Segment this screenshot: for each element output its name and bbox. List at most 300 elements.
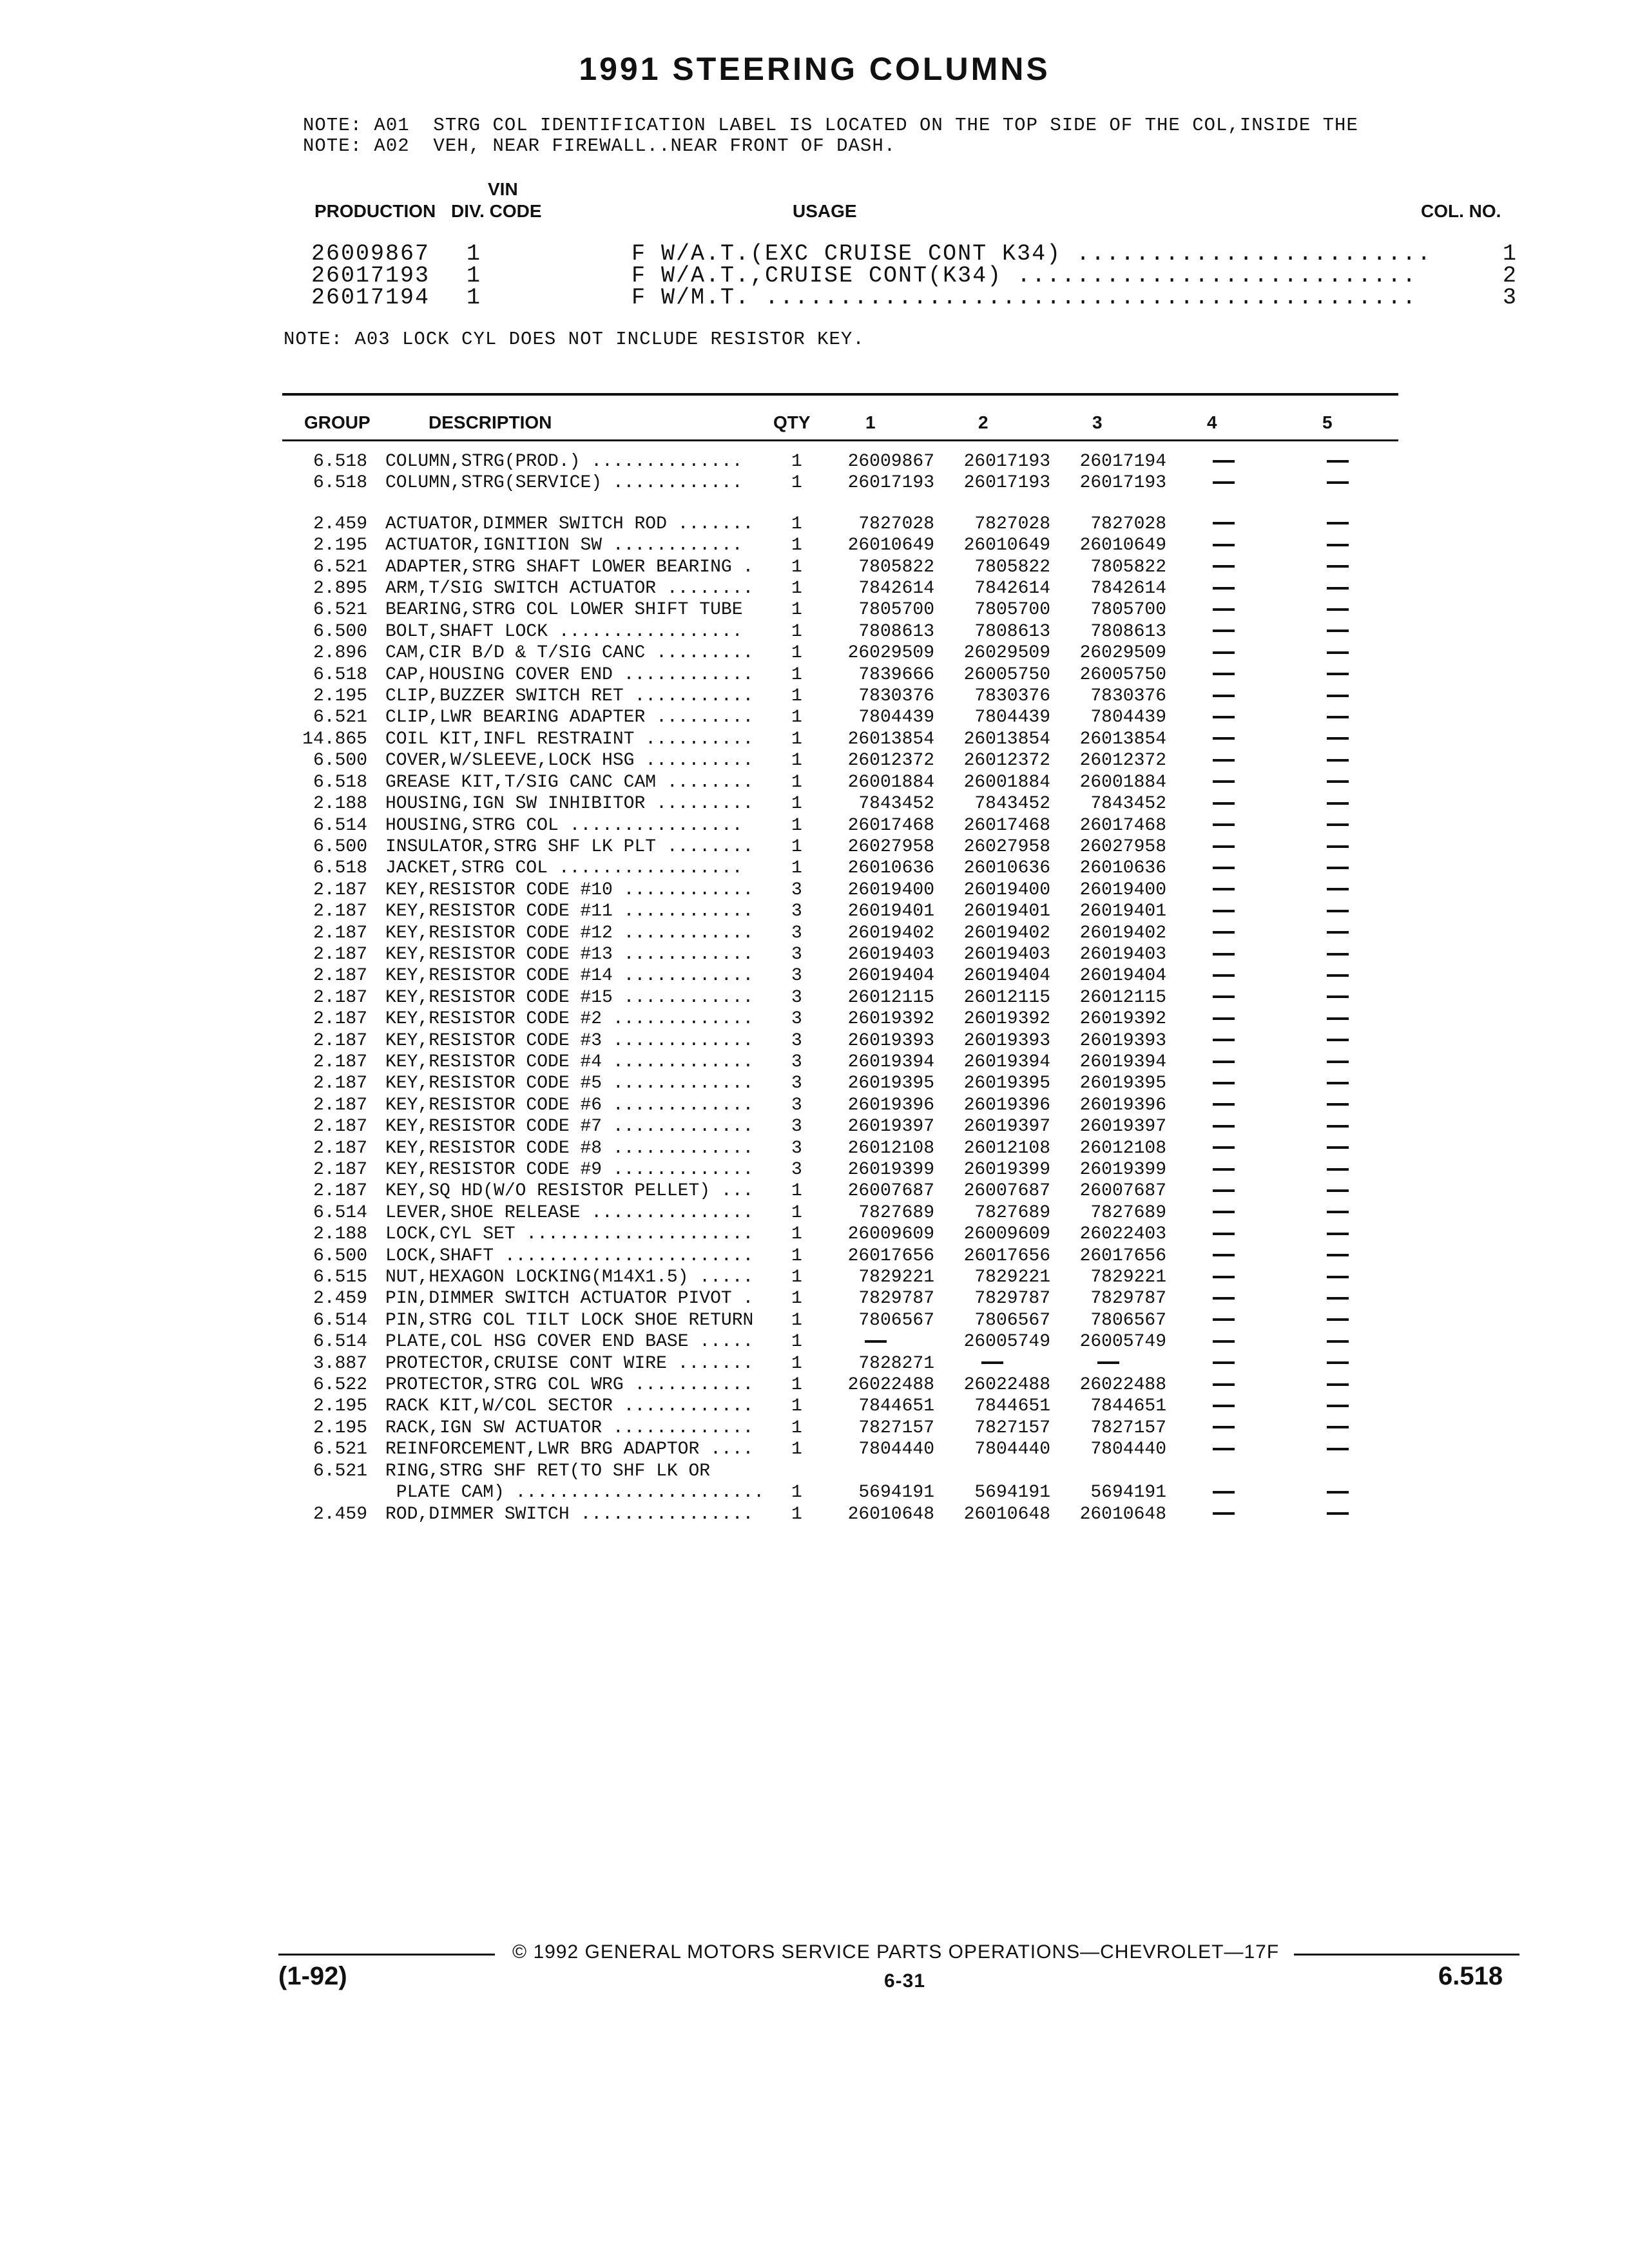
part-col-1: 26017193 <box>847 473 934 494</box>
part-col-2: 26017193 <box>963 452 1050 472</box>
part-col-5 <box>1281 836 1394 858</box>
not-applicable-dash <box>1327 1039 1349 1041</box>
not-applicable-dash <box>1327 1103 1349 1106</box>
part-col-1: 26019400 <box>847 879 934 900</box>
part-col-2: 7808613 <box>974 621 1050 642</box>
part-col-5 <box>1281 1439 1394 1460</box>
not-applicable-dash <box>1213 460 1235 463</box>
parts-row <box>284 1159 1394 1180</box>
part-col-4 <box>1166 987 1281 1008</box>
part-col-4 <box>1166 836 1281 858</box>
part-col-2: 26017656 <box>963 1245 1050 1266</box>
not-applicable-dash <box>1327 522 1349 524</box>
not-applicable-dash <box>1213 1405 1235 1407</box>
part-col-1: 26012108 <box>847 1138 934 1158</box>
not-applicable-dash <box>1213 1039 1235 1041</box>
not-applicable-dash <box>1327 695 1349 697</box>
part-col-4 <box>1166 1095 1281 1116</box>
part-col-4 <box>1166 451 1281 472</box>
not-applicable-dash <box>1327 1340 1349 1343</box>
part-description: PROTECTOR,STRG COL WRG ........... <box>385 1375 754 1396</box>
part-col-4 <box>1166 1288 1281 1309</box>
part-col-2: 26001884 <box>963 772 1050 793</box>
part-qty: 1 <box>791 664 802 685</box>
part-col-1: 26019392 <box>847 1009 934 1030</box>
part-col-4 <box>1166 1504 1281 1525</box>
not-applicable-dash <box>1213 759 1235 762</box>
part-col-4 <box>1166 1331 1281 1352</box>
part-col-4 <box>1166 879 1281 901</box>
not-applicable-dash <box>1213 780 1235 783</box>
part-col-5 <box>1281 1073 1394 1094</box>
not-applicable-dash <box>1327 1254 1349 1256</box>
part-group: 6.521 <box>313 600 367 620</box>
part-col-2: 26019399 <box>963 1160 1050 1180</box>
part-col-4 <box>1166 557 1281 578</box>
not-applicable-dash <box>1213 651 1235 654</box>
part-col-1: 7808613 <box>858 621 934 642</box>
part-col-1: 7827157 <box>858 1418 934 1438</box>
not-applicable-dash <box>1213 845 1235 848</box>
part-qty: 3 <box>791 901 802 922</box>
part-col-2: 26019394 <box>963 1052 1050 1072</box>
not-applicable-dash <box>1327 1318 1349 1321</box>
part-description: COVER,W/SLEEVE,LOCK HSG .......... <box>385 751 754 771</box>
part-group: 6.518 <box>313 473 367 494</box>
part-col-1: 26017656 <box>847 1245 934 1266</box>
part-description: CLIP,BUZZER SWITCH RET ........... <box>385 686 754 707</box>
not-applicable-dash <box>1327 953 1349 956</box>
part-col-5 <box>1281 750 1394 771</box>
part-description: KEY,RESISTOR CODE #12 ............ <box>385 923 754 943</box>
not-applicable-dash <box>1327 1383 1349 1386</box>
not-applicable-dash <box>1213 1125 1235 1128</box>
part-col-5 <box>1281 642 1394 664</box>
part-group: 2.195 <box>313 1396 367 1417</box>
part-col-3: 26010648 <box>1079 1504 1166 1524</box>
part-col-2: 7842614 <box>974 579 1050 599</box>
part-description: KEY,RESISTOR CODE #3 ............. <box>385 1030 754 1051</box>
part-qty: 3 <box>791 1095 802 1115</box>
not-applicable-dash <box>1327 931 1349 934</box>
part-description: PLATE CAM) ....................... <box>385 1483 765 1503</box>
not-applicable-dash <box>1213 1491 1235 1494</box>
part-description: KEY,RESISTOR CODE #14 ............ <box>385 966 754 986</box>
part-description: ACTUATOR,DIMMER SWITCH ROD ....... <box>385 514 754 534</box>
part-col-3: 26017193 <box>1079 473 1166 494</box>
not-applicable-dash <box>1327 1017 1349 1020</box>
part-col-2: 26009609 <box>963 1224 1050 1245</box>
part-col-3: 26029509 <box>1079 643 1166 664</box>
part-group: 6.500 <box>313 621 367 642</box>
part-col-4 <box>1166 472 1281 494</box>
part-description: KEY,RESISTOR CODE #15 ............ <box>385 987 754 1008</box>
part-col-4 <box>1166 1353 1281 1374</box>
part-col-2: 7830376 <box>974 686 1050 707</box>
parts-row <box>284 1095 1394 1116</box>
part-qty: 1 <box>791 452 802 472</box>
part-col-1: 26019402 <box>847 923 934 943</box>
part-col-5 <box>1281 599 1394 620</box>
part-group: 2.187 <box>313 944 367 965</box>
part-col-2: 7805822 <box>974 557 1050 577</box>
part-group: 6.518 <box>313 664 367 685</box>
not-applicable-dash <box>1213 995 1235 998</box>
parts-row <box>284 686 1394 707</box>
part-col-4 <box>1166 1461 1281 1482</box>
part-col-2: 7843452 <box>974 794 1050 814</box>
part-col-3: 26001884 <box>1079 772 1166 793</box>
part-col-5 <box>1281 1461 1394 1482</box>
not-applicable-dash <box>1327 1082 1349 1084</box>
not-applicable-dash <box>1213 1512 1235 1515</box>
part-col-1: 7829787 <box>858 1289 934 1309</box>
not-applicable-dash <box>1327 460 1349 463</box>
part-description: COIL KIT,INFL RESTRAINT .......... <box>385 729 754 749</box>
part-col-5 <box>1281 1095 1394 1116</box>
not-applicable-dash <box>1327 759 1349 762</box>
part-description: PIN,STRG COL TILT LOCK SHOE RETURN <box>385 1310 754 1331</box>
col-number: 2 <box>1503 263 1518 289</box>
part-col-4 <box>1166 686 1281 707</box>
not-applicable-dash <box>1327 629 1349 632</box>
part-col-4 <box>1166 1052 1281 1073</box>
parts-row <box>284 1331 1394 1352</box>
part-col-3: 7844651 <box>1090 1396 1166 1417</box>
part-description: ACTUATOR,IGNITION SW ............ <box>385 535 743 556</box>
parts-row <box>284 1138 1394 1159</box>
part-qty: 1 <box>791 1504 802 1524</box>
part-col-5 <box>1281 965 1394 986</box>
part-col-4 <box>1166 1180 1281 1202</box>
div-code: 1 <box>467 285 482 311</box>
footer-section: 6.518 <box>1438 1962 1503 1990</box>
part-description: HOUSING,IGN SW INHIBITOR ......... <box>385 794 754 814</box>
part-col-4 <box>1166 1245 1281 1267</box>
part-group: 2.459 <box>313 1289 367 1309</box>
parts-row <box>284 1504 1394 1525</box>
part-col-2: 26012372 <box>963 751 1050 771</box>
part-group: 6.521 <box>313 1461 367 1481</box>
not-applicable-dash <box>1327 651 1349 654</box>
part-col-5 <box>1281 944 1394 965</box>
parts-row <box>284 1353 1394 1374</box>
parts-row <box>284 1224 1394 1245</box>
part-qty: 1 <box>791 473 802 494</box>
part-col-5 <box>1281 1418 1394 1439</box>
not-applicable-dash <box>1213 673 1235 675</box>
parts-row <box>284 965 1394 986</box>
part-col-1: 26009609 <box>847 1224 934 1245</box>
parts-row <box>284 664 1394 686</box>
part-col-3: 7806567 <box>1090 1310 1166 1331</box>
part-col-3: 7805700 <box>1090 600 1166 620</box>
part-group: 6.514 <box>313 1332 367 1352</box>
part-col-2: 7806567 <box>974 1310 1050 1331</box>
part-col-4 <box>1166 1267 1281 1288</box>
parts-row <box>284 879 1394 901</box>
part-col-4 <box>1166 793 1281 814</box>
part-col-4 <box>1166 1310 1281 1331</box>
part-col-5 <box>1281 1180 1394 1202</box>
part-col-3: 26022403 <box>1079 1224 1166 1245</box>
part-col-2: 26017468 <box>963 815 1050 836</box>
not-applicable-dash <box>1327 737 1349 740</box>
part-col-1: 26019399 <box>847 1160 934 1180</box>
not-applicable-dash <box>1213 1146 1235 1149</box>
not-applicable-dash <box>1327 910 1349 912</box>
part-col-5 <box>1281 793 1394 814</box>
part-group: 6.500 <box>313 1245 367 1266</box>
part-col-5 <box>1281 1288 1394 1309</box>
part-qty: 1 <box>791 1396 802 1417</box>
part-description: KEY,RESISTOR CODE #2 ............. <box>385 1009 754 1030</box>
part-col-1: 7827028 <box>858 514 934 534</box>
part-col-4 <box>1166 599 1281 620</box>
part-col-3: 7827028 <box>1090 514 1166 534</box>
part-group: 6.514 <box>313 815 367 836</box>
part-col-1: 26007687 <box>847 1181 934 1202</box>
not-applicable-dash <box>1327 544 1349 546</box>
not-applicable-dash <box>1213 1017 1235 1020</box>
part-qty: 1 <box>791 600 802 620</box>
part-col-3: 26022488 <box>1079 1375 1166 1396</box>
footer-right-rule <box>1294 1954 1519 1956</box>
part-col-5 <box>1281 1331 1394 1352</box>
part-col-4 <box>1166 621 1281 642</box>
part-group: 2.459 <box>313 514 367 534</box>
footer-page-number: 6-31 <box>884 1970 926 1992</box>
parts-row <box>284 793 1394 814</box>
part-group: 2.188 <box>313 794 367 814</box>
not-applicable-dash <box>1097 1361 1119 1364</box>
production-header: PRODUCTION <box>314 201 436 221</box>
part-qty: 1 <box>791 1224 802 1245</box>
part-col-5 <box>1281 1245 1394 1267</box>
part-col-4 <box>1166 1159 1281 1180</box>
part-col-4 <box>1166 1116 1281 1137</box>
not-applicable-dash <box>1327 1233 1349 1235</box>
part-group: 2.187 <box>313 1095 367 1115</box>
part-group: 2.187 <box>313 879 367 900</box>
table-header-rule <box>282 439 1398 441</box>
part-col-1: 7843452 <box>858 794 934 814</box>
not-applicable-dash <box>1213 544 1235 546</box>
not-applicable-dash <box>1213 1254 1235 1256</box>
part-col-4 <box>1166 1202 1281 1224</box>
part-col-3: 26019395 <box>1079 1073 1166 1094</box>
part-col-2: 7827028 <box>974 514 1050 534</box>
part-description: KEY,SQ HD(W/O RESISTOR PELLET) ... <box>385 1181 754 1202</box>
not-applicable-dash <box>1327 1189 1349 1192</box>
part-col-1: 26012115 <box>847 987 934 1008</box>
part-qty: 1 <box>791 686 802 707</box>
parts-row <box>284 836 1394 858</box>
parts-row <box>284 494 1394 514</box>
part-col-1: 7827689 <box>858 1202 934 1223</box>
part-group: 2.195 <box>313 686 367 707</box>
part-col-4 <box>1166 514 1281 535</box>
part-col-3: 26019393 <box>1079 1030 1166 1051</box>
not-applicable-dash <box>1327 1405 1349 1407</box>
part-group: 2.187 <box>313 1117 367 1137</box>
part-group: 2.187 <box>313 1009 367 1030</box>
part-col-2: 7827689 <box>974 1202 1050 1223</box>
part-col-1: 26019395 <box>847 1073 934 1094</box>
part-description: PROTECTOR,CRUISE CONT WIRE ....... <box>385 1353 754 1374</box>
part-qty: 1 <box>791 643 802 664</box>
part-group: 2.195 <box>313 1418 367 1438</box>
part-description: INSULATOR,STRG SHF LK PLT ........ <box>385 836 754 857</box>
part-col-3: 26027958 <box>1079 836 1166 857</box>
part-col-2: 26019396 <box>963 1095 1050 1115</box>
col-qty-header: QTY <box>773 412 811 432</box>
part-col-2: 26017193 <box>963 473 1050 494</box>
part-col-4 <box>1166 535 1281 556</box>
part-col-3: 26005749 <box>1079 1332 1166 1352</box>
part-col-3 <box>1050 1353 1166 1374</box>
part-col-3: 26019401 <box>1079 901 1166 922</box>
part-description: LOCK,CYL SET ..................... <box>385 1224 754 1245</box>
part-qty: 3 <box>791 879 802 900</box>
parts-row <box>284 987 1394 1008</box>
part-description: KEY,RESISTOR CODE #10 ............ <box>385 879 754 900</box>
part-col-3: 7830376 <box>1090 686 1166 707</box>
part-col-5 <box>1281 664 1394 686</box>
part-col-5 <box>1281 923 1394 944</box>
part-col-4 <box>1166 707 1281 728</box>
not-applicable-dash <box>1213 737 1235 740</box>
col-2-header: 2 <box>978 412 988 432</box>
part-description: KEY,RESISTOR CODE #6 ............. <box>385 1095 754 1115</box>
parts-row <box>284 729 1394 750</box>
not-applicable-dash <box>981 1361 1003 1364</box>
part-group: 6.500 <box>313 836 367 857</box>
part-group: 6.500 <box>313 751 367 771</box>
not-applicable-dash <box>1327 1168 1349 1171</box>
not-applicable-dash <box>1327 673 1349 675</box>
part-col-5 <box>1281 1008 1394 1030</box>
part-col-5 <box>1281 1310 1394 1331</box>
part-group: 2.459 <box>313 1504 367 1524</box>
parts-row <box>284 599 1394 620</box>
parts-row <box>284 451 1394 472</box>
not-applicable-dash <box>1327 565 1349 568</box>
col-3-header: 3 <box>1092 412 1103 432</box>
col-4-header: 4 <box>1207 412 1217 432</box>
table-top-rule <box>282 393 1398 396</box>
part-col-4 <box>1166 858 1281 879</box>
part-qty: 1 <box>791 579 802 599</box>
part-group: 2.895 <box>313 579 367 599</box>
part-description: CLIP,LWR BEARING ADAPTER ......... <box>385 707 754 728</box>
not-applicable-dash <box>1213 1383 1235 1386</box>
not-applicable-dash <box>1213 1340 1235 1343</box>
part-col-3: 26005750 <box>1079 664 1166 685</box>
part-col-5 <box>1281 901 1394 922</box>
part-col-5 <box>1281 535 1394 556</box>
part-col-3: 26013854 <box>1079 729 1166 749</box>
not-applicable-dash <box>1213 565 1235 568</box>
col-5-header: 5 <box>1322 412 1333 432</box>
not-applicable-dash <box>1327 888 1349 890</box>
part-qty: 1 <box>791 772 802 793</box>
part-qty: 1 <box>791 1439 802 1460</box>
parts-row <box>284 707 1394 728</box>
part-group <box>284 1482 385 1503</box>
part-qty: 1 <box>791 751 802 771</box>
not-applicable-dash <box>865 1340 887 1343</box>
part-qty: 3 <box>791 944 802 965</box>
part-col-1 <box>817 1461 934 1482</box>
not-applicable-dash <box>1213 629 1235 632</box>
footer-copyright: © 1992 GENERAL MOTORS SERVICE PARTS OPERATIONS—CHEVROLET—17F <box>512 1941 1280 1963</box>
usage-header: USAGE <box>793 201 857 221</box>
part-col-5 <box>1281 1267 1394 1288</box>
part-col-3: 26019404 <box>1079 966 1166 986</box>
col-no-header: COL. NO. <box>1421 201 1501 221</box>
parts-row <box>284 1396 1394 1417</box>
part-col-3: 7808613 <box>1090 621 1166 642</box>
part-col-5 <box>1281 1202 1394 1224</box>
not-applicable-dash <box>1213 716 1235 718</box>
part-description: JACKET,STRG COL ................. <box>385 858 743 879</box>
parts-row <box>284 1267 1394 1288</box>
part-col-1: 26019404 <box>847 966 934 986</box>
part-description: ADAPTER,STRG SHAFT LOWER BEARING . <box>385 557 754 577</box>
part-col-4 <box>1166 1439 1281 1460</box>
usage-text: F W/A.T.(EXC CRUISE CONT K34) ........................ <box>631 241 1432 267</box>
not-applicable-dash <box>1327 823 1349 826</box>
part-qty: 1 <box>791 1267 802 1288</box>
production-number: 26017193 <box>311 263 430 289</box>
part-group: 2.187 <box>313 1138 367 1158</box>
part-col-2: 7804439 <box>974 707 1050 728</box>
part-col-3: 7805822 <box>1090 557 1166 577</box>
part-col-1: 26010649 <box>847 535 934 556</box>
part-qty: 3 <box>791 1160 802 1180</box>
part-col-5 <box>1281 686 1394 707</box>
not-applicable-dash <box>1213 1061 1235 1063</box>
part-group: 2.195 <box>313 535 367 556</box>
part-col-1: 26019396 <box>847 1095 934 1115</box>
part-description: PLATE,COL HSG COVER END BASE ..... <box>385 1332 754 1352</box>
part-qty: 1 <box>791 858 802 879</box>
not-applicable-dash <box>1327 1146 1349 1149</box>
part-qty: 1 <box>791 1289 802 1309</box>
part-col-2: 26019402 <box>963 923 1050 943</box>
part-col-1: 26022488 <box>847 1375 934 1396</box>
part-qty: 3 <box>791 1117 802 1137</box>
parts-row <box>284 1180 1394 1202</box>
not-applicable-dash <box>1213 481 1235 484</box>
parts-row <box>284 1374 1394 1396</box>
part-group: 2.187 <box>313 1052 367 1072</box>
part-qty: 3 <box>791 1030 802 1051</box>
not-applicable-dash <box>1213 931 1235 934</box>
part-col-3: 7843452 <box>1090 794 1166 814</box>
part-description: KEY,RESISTOR CODE #13 ............ <box>385 944 754 965</box>
part-description: HOUSING,STRG COL ................ <box>385 815 743 836</box>
part-col-3: 7827157 <box>1090 1418 1166 1438</box>
parts-row <box>284 514 1394 535</box>
part-col-5 <box>1281 1374 1394 1396</box>
part-qty: 1 <box>791 1332 802 1352</box>
not-applicable-dash <box>1213 1361 1235 1364</box>
part-col-5 <box>1281 557 1394 578</box>
part-col-2: 26010636 <box>963 858 1050 879</box>
part-col-4 <box>1166 1073 1281 1094</box>
